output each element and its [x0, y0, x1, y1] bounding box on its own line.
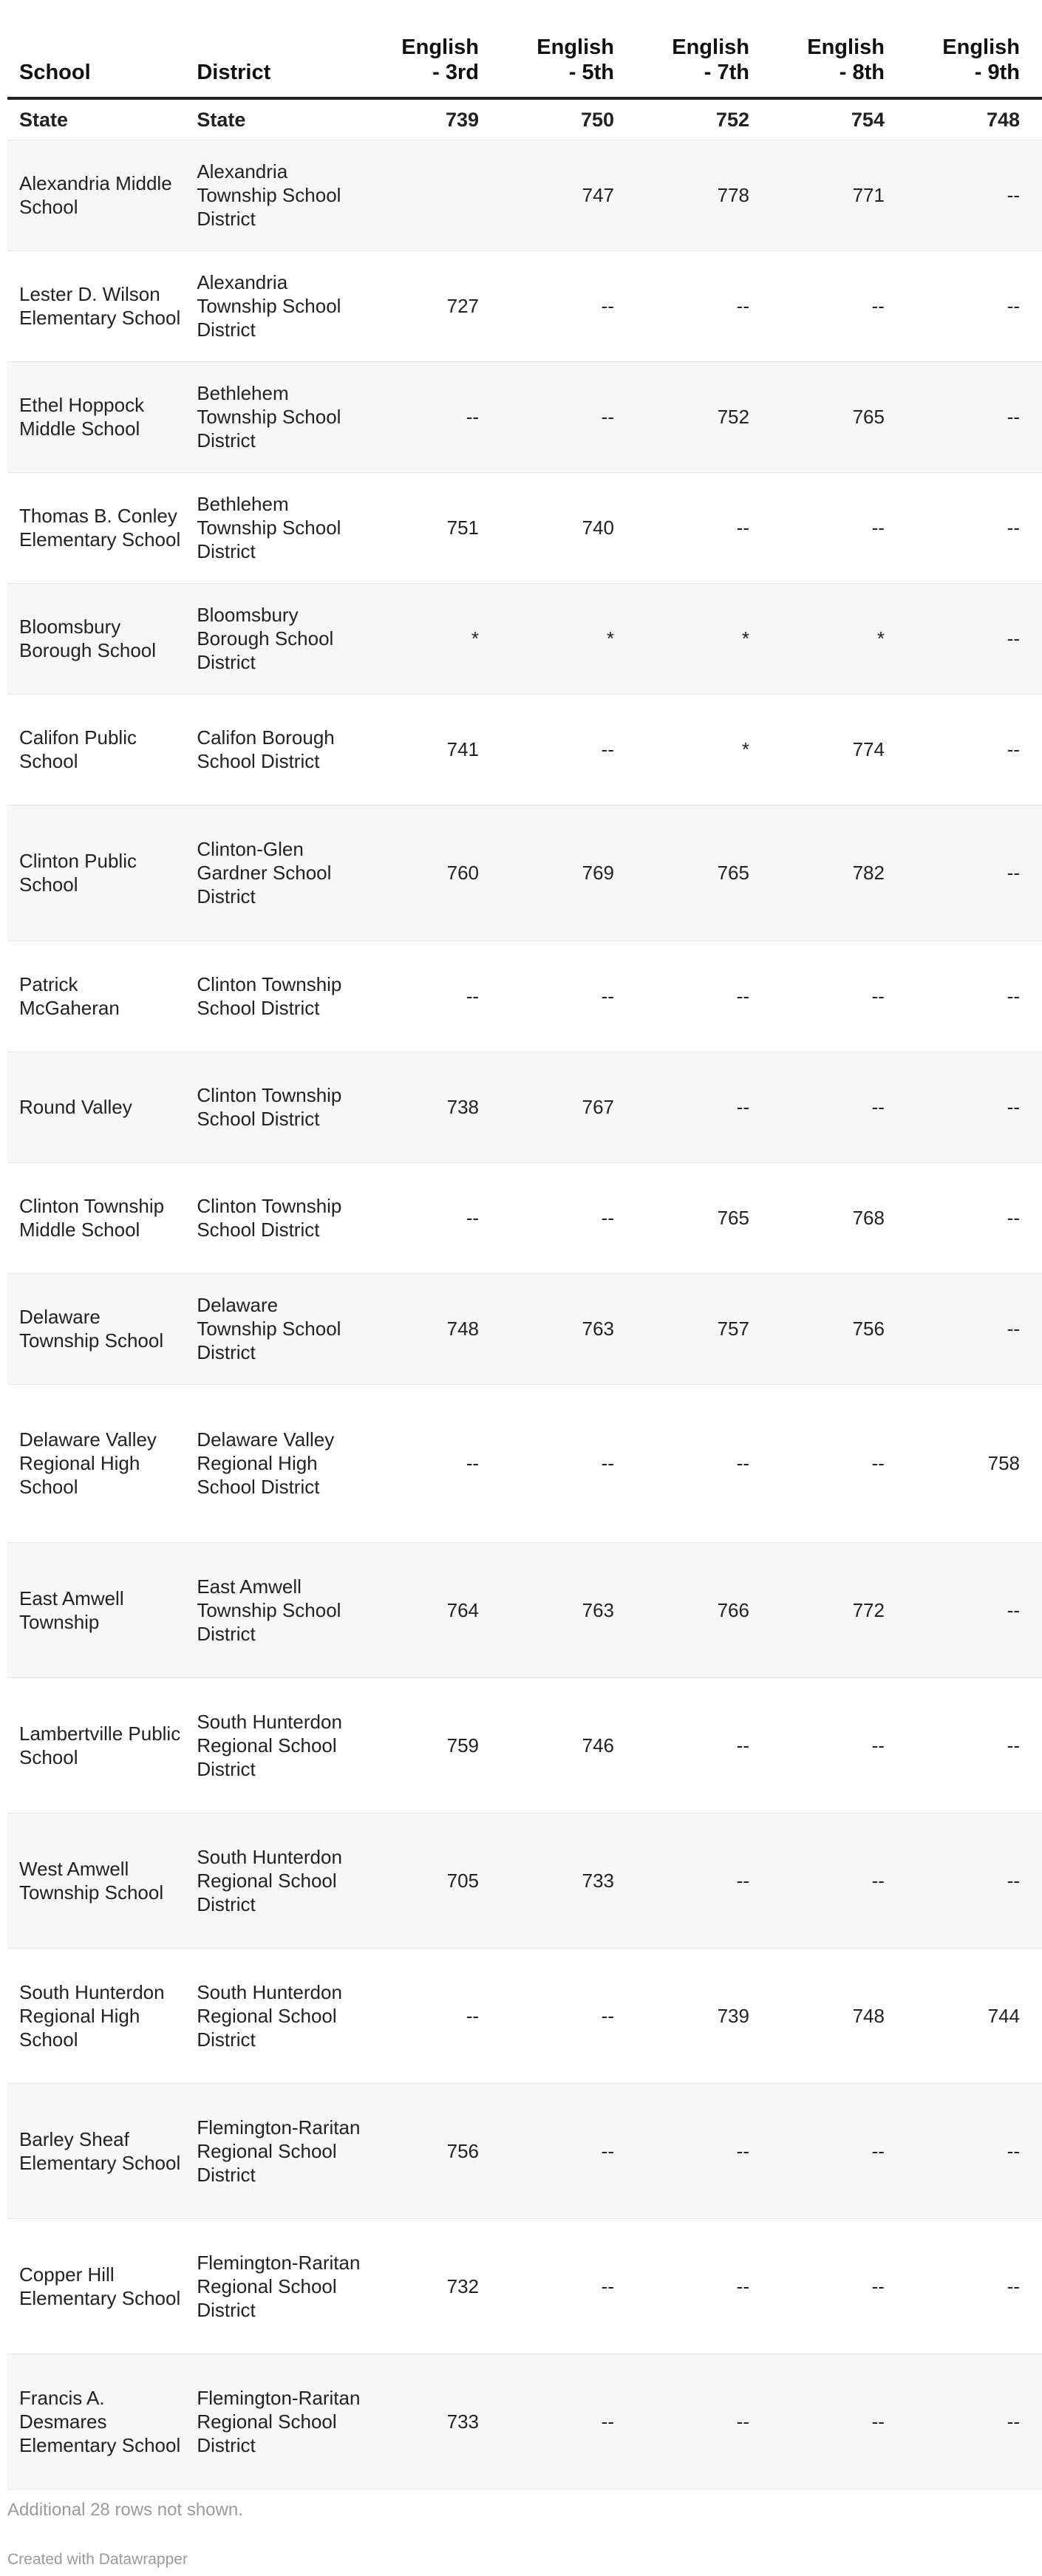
cell-score: --	[907, 1273, 1042, 1384]
cell-district: State	[185, 98, 366, 140]
cell-score: --	[772, 1052, 907, 1162]
table-row	[7, 805, 1042, 941]
cell-score: 772	[772, 1542, 907, 1677]
column-header-english-7th[interactable]	[636, 0, 772, 98]
cell-score: --	[772, 941, 907, 1052]
cell-school: Delaware Township School	[7, 1273, 185, 1384]
cell-score: --	[501, 2083, 636, 2218]
column-header-english-9th[interactable]	[907, 0, 1042, 98]
header-line: - 9th	[974, 61, 1020, 84]
cell-score: 733	[366, 2354, 501, 2489]
cell-score: --	[772, 1813, 907, 1948]
cell-score: --	[907, 2083, 1042, 2218]
cell-score: --	[636, 1052, 772, 1162]
column-header-english-8th[interactable]	[772, 0, 907, 98]
cell-district: Flemington-Raritan Regional School District	[185, 2354, 366, 2489]
cell-score: --	[501, 694, 636, 805]
cell-score: --	[907, 1542, 1042, 1677]
cell-score: --	[907, 140, 1042, 251]
table-row	[7, 1677, 1042, 1813]
table-row	[7, 1542, 1042, 1677]
cell-school: Bloomsbury Borough School	[7, 583, 185, 694]
cell-school: Barley Sheaf Elementary School	[7, 2083, 185, 2218]
cell-score: 741	[366, 694, 501, 805]
cell-score: --	[636, 1813, 772, 1948]
cell-score: --	[636, 472, 772, 583]
cell-score: 771	[772, 140, 907, 251]
header-line: - 3rd	[432, 61, 480, 84]
cell-score: 732	[366, 2218, 501, 2354]
cell-school: Francis A. Desmares Elementary School	[7, 2354, 185, 2489]
table-row	[7, 472, 1042, 583]
cell-score: --	[772, 1384, 907, 1542]
cell-score: --	[501, 1948, 636, 2083]
cell-district: Clinton Township School District	[185, 941, 366, 1052]
cell-score: --	[772, 2083, 907, 2218]
cell-score: --	[366, 1162, 501, 1273]
cell-score: --	[366, 941, 501, 1052]
table-row	[7, 694, 1042, 805]
cell-school: Round Valley	[7, 1052, 185, 1162]
table-row	[7, 1052, 1042, 1162]
cell-score: --	[366, 1384, 501, 1542]
cell-score: --	[636, 941, 772, 1052]
state-average-row	[7, 98, 1042, 140]
cell-district: South Hunterdon Regional School District	[185, 1677, 366, 1813]
cell-score: 752	[636, 98, 772, 140]
cell-district: Bloomsbury Borough School District	[185, 583, 366, 694]
cell-district: Bethlehem Township School District	[185, 472, 366, 583]
cell-score: 757	[636, 1273, 772, 1384]
header-line: - 7th	[704, 61, 749, 84]
table-row	[7, 1813, 1042, 1948]
cell-district: South Hunterdon Regional School District	[185, 1813, 366, 1948]
header-line: English	[401, 35, 480, 59]
cell-score: 746	[501, 1677, 636, 1813]
cell-score: 778	[636, 140, 772, 251]
cell-score: 750	[501, 98, 636, 140]
cell-district: East Amwell Township School District	[185, 1542, 366, 1677]
cell-score: 769	[501, 805, 636, 941]
cell-score: 758	[907, 1384, 1042, 1542]
header-row	[7, 0, 1042, 98]
cell-score: --	[907, 2354, 1042, 2489]
cell-district: Clinton Township School District	[185, 1052, 366, 1162]
cell-score: 738	[366, 1052, 501, 1162]
cell-score: 756	[772, 1273, 907, 1384]
column-header-school[interactable]	[7, 0, 185, 98]
cell-district: Delaware Valley Regional High School District	[185, 1384, 366, 1542]
cell-school: West Amwell Township School	[7, 1813, 185, 1948]
cell-score: --	[636, 2354, 772, 2489]
cell-score: 739	[636, 1948, 772, 2083]
cell-score: --	[907, 2218, 1042, 2354]
cell-score: --	[772, 1677, 907, 1813]
cell-district: South Hunterdon Regional School District	[185, 1948, 366, 2083]
cell-score: 782	[772, 805, 907, 941]
table-row	[7, 1384, 1042, 1542]
cell-score: --	[772, 2218, 907, 2354]
cell-school: Clinton Public School	[7, 805, 185, 941]
table-row	[7, 140, 1042, 251]
cell-score: --	[907, 694, 1042, 805]
cell-score: --	[907, 1052, 1042, 1162]
cell-school: Patrick McGaheran	[7, 941, 185, 1052]
cell-score: --	[907, 1677, 1042, 1813]
cell-score: 774	[772, 694, 907, 805]
cell-district: Flemington-Raritan Regional School District	[185, 2083, 366, 2218]
cell-score: 765	[636, 1162, 772, 1273]
cell-score: 765	[772, 361, 907, 472]
cell-district: Califon Borough School District	[185, 694, 366, 805]
cell-score: *	[636, 694, 772, 805]
cell-score: --	[501, 2218, 636, 2354]
cell-score: --	[772, 251, 907, 361]
cell-score: *	[501, 583, 636, 694]
table-row	[7, 1162, 1042, 1273]
cell-district: Clinton Township School District	[185, 1162, 366, 1273]
cell-score: 767	[501, 1052, 636, 1162]
cell-score: 768	[772, 1162, 907, 1273]
cell-district: Delaware Township School District	[185, 1273, 366, 1384]
cell-score: --	[501, 1162, 636, 1273]
cell-score: 739	[366, 98, 501, 140]
cell-score: 764	[366, 1542, 501, 1677]
cell-school: Copper Hill Elementary School	[7, 2218, 185, 2354]
cell-school: Clinton Township Middle School	[7, 1162, 185, 1273]
header-line: English	[537, 35, 614, 59]
cell-score: --	[636, 2083, 772, 2218]
cell-score: 765	[636, 805, 772, 941]
cell-score: 759	[366, 1677, 501, 1813]
cell-score: --	[501, 251, 636, 361]
cell-district: Alexandria Township School District	[185, 140, 366, 251]
cell-school: Delaware Valley Regional High School	[7, 1384, 185, 1542]
header-line: - 5th	[568, 61, 614, 84]
table-row	[7, 361, 1042, 472]
cell-school: State	[7, 98, 185, 140]
cell-school: East Amwell Township	[7, 1542, 185, 1677]
cell-school: Lester D. Wilson Elementary School	[7, 251, 185, 361]
cell-score: 760	[366, 805, 501, 941]
column-header-english-3rd[interactable]	[366, 0, 501, 98]
cell-score: --	[636, 1677, 772, 1813]
cell-score: 751	[366, 472, 501, 583]
cell-score: 727	[366, 251, 501, 361]
cell-score: 748	[772, 1948, 907, 2083]
table-row	[7, 251, 1042, 361]
header-line: English	[807, 35, 885, 59]
cell-district: Flemington-Raritan Regional School District	[185, 2218, 366, 2354]
cell-score: --	[636, 251, 772, 361]
table-row	[7, 583, 1042, 694]
cell-score: *	[636, 583, 772, 694]
cell-score: 763	[501, 1273, 636, 1384]
cell-score: --	[907, 583, 1042, 694]
cell-score: --	[501, 361, 636, 472]
header-line: District	[197, 61, 271, 84]
cell-score: 763	[501, 1542, 636, 1677]
table-row	[7, 2083, 1042, 2218]
column-header-district[interactable]	[185, 0, 366, 98]
cell-score: --	[907, 1162, 1042, 1273]
table-row	[7, 1948, 1042, 2083]
header-line: - 8th	[839, 61, 885, 84]
cell-score: 766	[636, 1542, 772, 1677]
column-header-english-5th[interactable]	[501, 0, 636, 98]
cell-score: --	[366, 361, 501, 472]
cell-score: --	[907, 805, 1042, 941]
cell-district: Clinton-Glen Gardner School District	[185, 805, 366, 941]
rows-not-shown-note: Additional 28 rows not shown.	[7, 2500, 243, 2520]
header-line: English	[942, 35, 1020, 59]
cell-score: 705	[366, 1813, 501, 1948]
cell-score: *	[366, 583, 501, 694]
cell-score: --	[501, 1384, 636, 1542]
cell-score	[366, 140, 501, 251]
cell-score: 748	[366, 1273, 501, 1384]
header-line: English	[672, 35, 749, 59]
cell-score: 752	[636, 361, 772, 472]
table-row	[7, 941, 1042, 1052]
cell-score: 744	[907, 1948, 1042, 2083]
table-row	[7, 2218, 1042, 2354]
cell-score: --	[907, 1813, 1042, 1948]
cell-score: 740	[501, 472, 636, 583]
cell-score: 748	[907, 98, 1042, 140]
table-row	[7, 1273, 1042, 1384]
cell-school: Califon Public School	[7, 694, 185, 805]
datawrapper-credit: Created with Datawrapper	[7, 2551, 188, 2568]
cell-score: 756	[366, 2083, 501, 2218]
cell-score: --	[907, 251, 1042, 361]
cell-score: --	[366, 1948, 501, 2083]
cell-district: Bethlehem Township School District	[185, 361, 366, 472]
cell-school: Ethel Hoppock Middle School	[7, 361, 185, 472]
cell-school: Lambertville Public School	[7, 1677, 185, 1813]
cell-score: --	[907, 361, 1042, 472]
cell-score: --	[501, 941, 636, 1052]
cell-school: South Hunterdon Regional High School	[7, 1948, 185, 2083]
cell-district: Alexandria Township School District	[185, 251, 366, 361]
cell-score: --	[772, 472, 907, 583]
cell-score: --	[907, 941, 1042, 1052]
cell-school: Alexandria Middle School	[7, 140, 185, 251]
cell-score: 747	[501, 140, 636, 251]
cell-score: 733	[501, 1813, 636, 1948]
cell-score: --	[501, 2354, 636, 2489]
cell-score: --	[907, 472, 1042, 583]
cell-score: *	[772, 583, 907, 694]
cell-score: --	[636, 2218, 772, 2354]
cell-school: Thomas B. Conley Elementary School	[7, 472, 185, 583]
cell-score: 754	[772, 98, 907, 140]
header-line: School	[19, 61, 91, 84]
scores-table	[7, 0, 1042, 2490]
cell-score: --	[636, 1384, 772, 1542]
cell-score: --	[772, 2354, 907, 2489]
table-row	[7, 2354, 1042, 2489]
